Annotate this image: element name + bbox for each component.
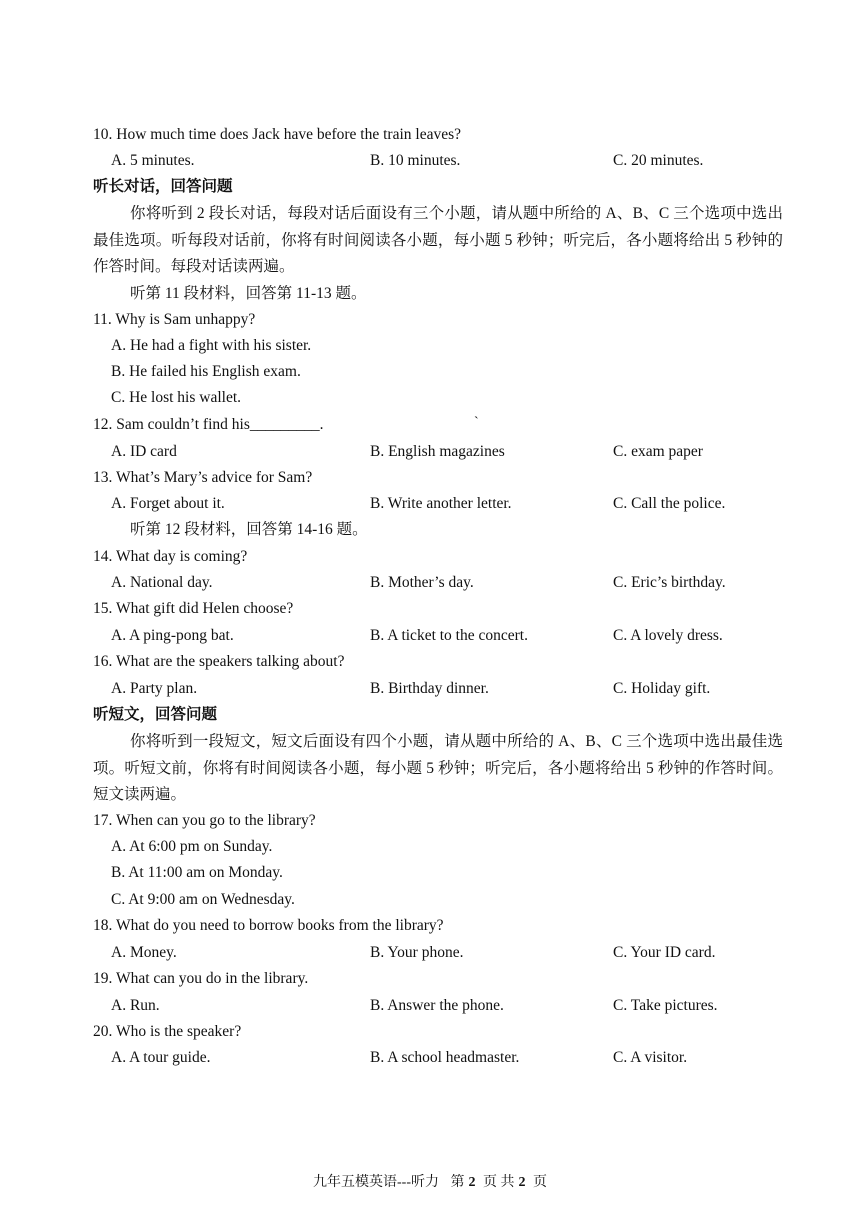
q12-option-c: C. exam paper	[613, 443, 703, 460]
section-short-instructions: 你将听到一段短文，短文后面设有四个小题，请从题中所给的 A、B、C 三个选项中选出最佳选项。听短文前，你将有时间阅读各小题，每小题 5 秒钟；听完后，各小题将给出 5 秒钟的作答时间。短文读两遍。	[93, 733, 783, 803]
q20-option-b: B. A school headmaster.	[370, 1049, 520, 1066]
footer-page-mid: 页 共	[483, 1175, 515, 1190]
question-10: 10. How much time does Jack have before the train leaves?	[93, 126, 461, 143]
q17-option-a: A. At 6:00 pm on Sunday.	[111, 838, 273, 855]
footer-page-prefix: 第	[450, 1175, 465, 1190]
footer-page-suffix: 页	[533, 1175, 547, 1190]
question-20: 20. Who is the speaker?	[93, 1023, 242, 1040]
q16-option-b: B. Birthday dinner.	[370, 680, 489, 697]
q20-option-a: A. A tour guide.	[111, 1049, 211, 1066]
q16-option-a: A. Party plan.	[111, 680, 198, 697]
question-17: 17. When can you go to the library?	[93, 812, 316, 829]
section-long-instructions: 你将听到 2 段长对话，每段对话后面设有三个小题，请从题中所给的 A、B、C 三个选项中选出最佳选项。听每段对话前，你将有时间阅读各小题，每小题 5 秒钟；听完后，各小题将给出 5 秒钟的作答时间。每段对话读两遍。	[93, 205, 783, 275]
q17-option-c: C. At 9:00 am on Wednesday.	[111, 891, 295, 908]
section-short-heading: 听短文，回答问题	[93, 706, 218, 723]
footer-page-number: 2	[468, 1175, 476, 1190]
question-14: 14. What day is coming?	[93, 548, 248, 565]
stray-mark: `	[474, 415, 479, 430]
footer-title: 九年五模英语---听力	[313, 1175, 439, 1190]
q18-option-a: A. Money.	[111, 944, 177, 961]
q12-option-a: A. ID card	[111, 443, 177, 460]
q13-option-b: B. Write another letter.	[370, 495, 512, 512]
material-11-note: 听第 11 段材料，回答第 11-13 题。	[130, 285, 367, 302]
q16-option-c: C. Holiday gift.	[613, 680, 711, 697]
q13-option-a: A. Forget about it.	[111, 495, 225, 512]
q10-option-b: B. 10 minutes.	[370, 152, 461, 169]
q19-option-a: A. Run.	[111, 997, 160, 1014]
footer-page-total: 2	[518, 1175, 526, 1190]
q18-option-c: C. Your ID card.	[613, 944, 716, 961]
section-long-heading: 听长对话，回答问题	[93, 178, 233, 195]
q17-option-b: B. At 11:00 am on Monday.	[111, 864, 283, 881]
q11-option-b: B. He failed his English exam.	[111, 363, 301, 380]
question-19: 19. What can you do in the library.	[93, 970, 309, 987]
question-11: 11. Why is Sam unhappy?	[93, 311, 256, 328]
q10-option-a: A. 5 minutes.	[111, 152, 195, 169]
q20-option-c: C. A visitor.	[613, 1049, 688, 1066]
q14-option-a: A. National day.	[111, 574, 213, 591]
q19-option-c: C. Take pictures.	[613, 997, 718, 1014]
q14-option-b: B. Mother’s day.	[370, 574, 474, 591]
q11-option-a: A. He had a fight with his sister.	[111, 337, 312, 354]
question-15: 15. What gift did Helen choose?	[93, 600, 294, 617]
q12-option-b: B. English magazines	[370, 443, 505, 460]
question-13: 13. What’s Mary’s advice for Sam?	[93, 469, 313, 486]
q15-option-c: C. A lovely dress.	[613, 627, 723, 644]
q11-option-c: C. He lost his wallet.	[111, 389, 242, 406]
q15-option-a: A. A ping-pong bat.	[111, 627, 234, 644]
question-18: 18. What do you need to borrow books from the library?	[93, 917, 444, 934]
q19-option-b: B. Answer the phone.	[370, 997, 504, 1014]
material-12-note: 听第 12 段材料，回答第 14-16 题。	[130, 521, 368, 538]
question-16: 16. What are the speakers talking about?	[93, 653, 345, 670]
q13-option-c: C. Call the police.	[613, 495, 726, 512]
question-12: 12. Sam couldn’t find his_________.	[93, 416, 324, 433]
q14-option-c: C. Eric’s birthday.	[613, 574, 726, 591]
q10-option-c: C. 20 minutes.	[613, 152, 704, 169]
q15-option-b: B. A ticket to the concert.	[370, 627, 528, 644]
q18-option-b: B. Your phone.	[370, 944, 464, 961]
page-footer	[0, 1171, 860, 1191]
